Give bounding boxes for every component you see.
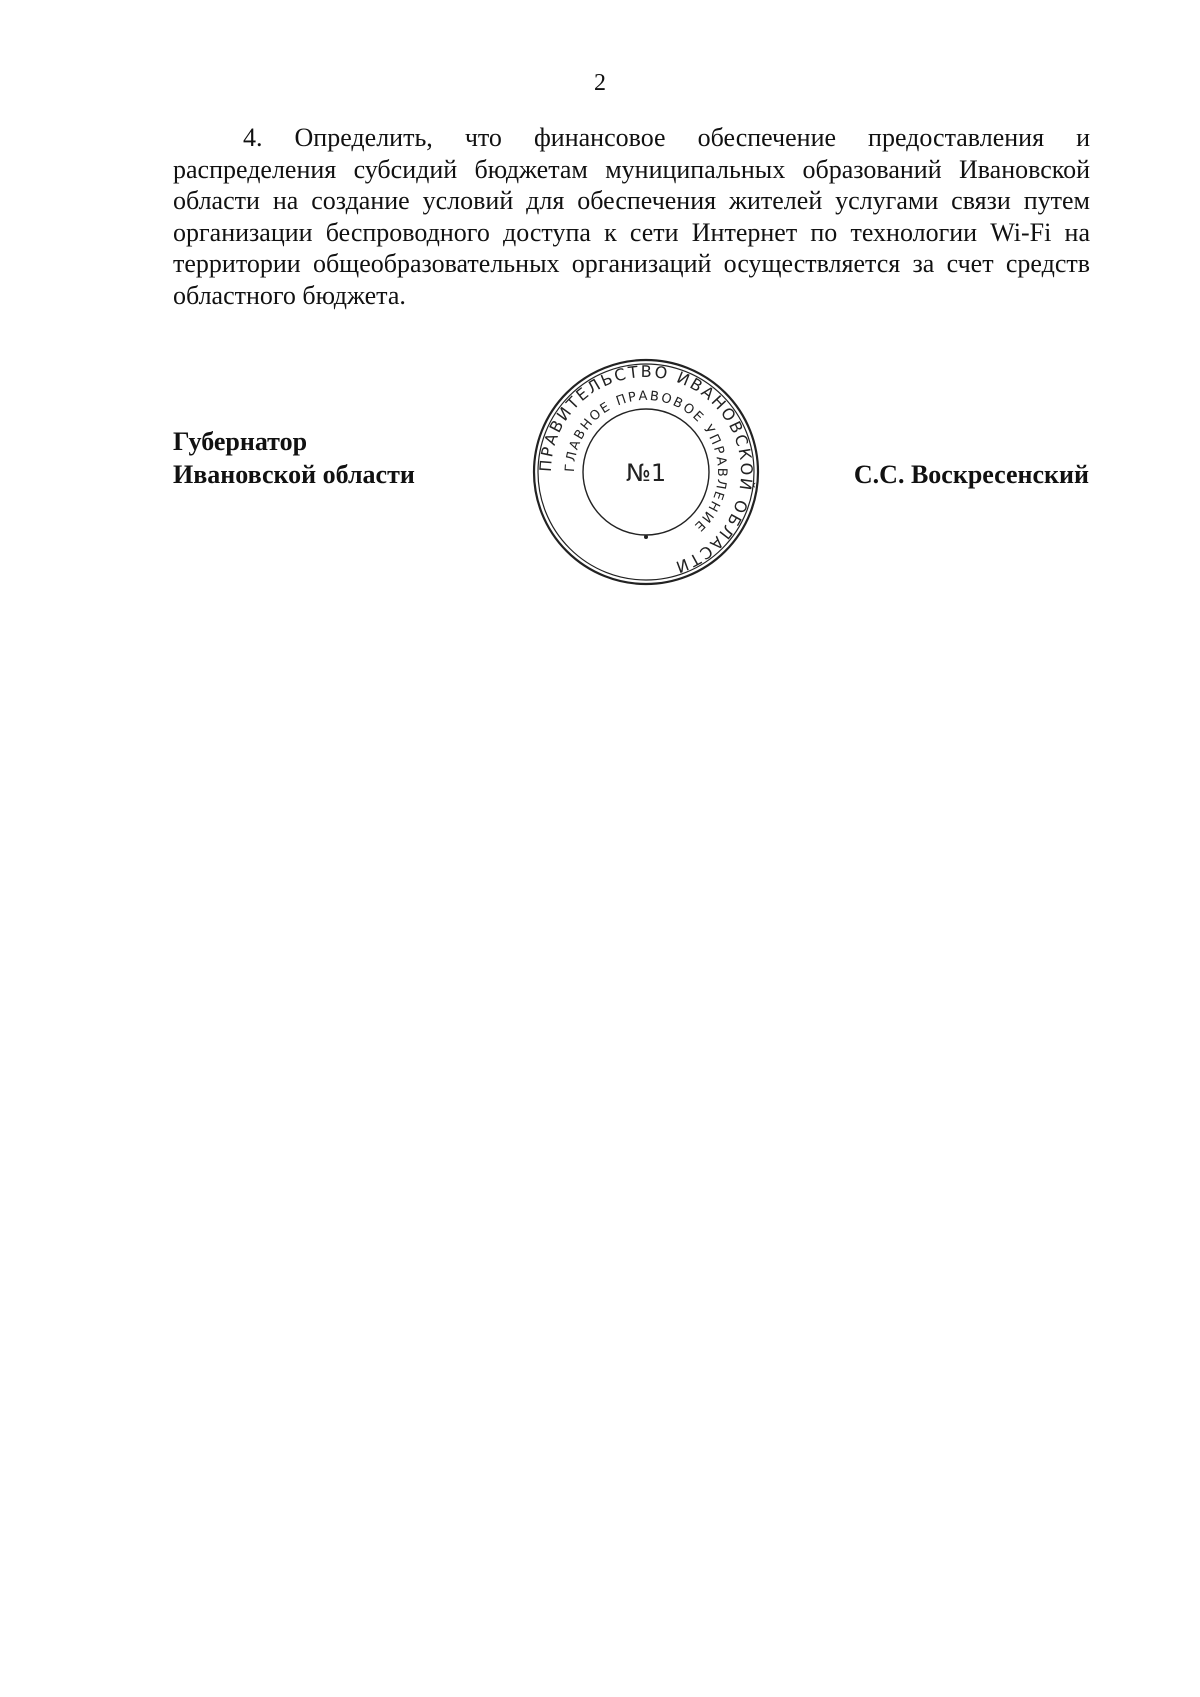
- seal-inner-ring-text: ГЛАВНОЕ ПРАВОВОЕ УПРАВЛЕНИЕ: [562, 388, 730, 535]
- signatory-name: С.С. Воскресенский: [853, 460, 1089, 489]
- page-number: 2: [594, 70, 606, 96]
- signatory-title-line2: Ивановской области: [173, 460, 415, 489]
- paragraph-4: 4. Определить, что финансовое обеспечение предоставления и распределения субсидий бюджетам муниципальных образований Ивановской области на создание условий для обеспечения жителей услугами связи путем организации беспроводного доступа к сети Интернет по технологии Wi-Fi на территории общеобразовательных организаций осуществляется за счет средств областного бюджета.: [173, 123, 1090, 310]
- seal-outer-ring-text: ПРАВИТЕЛЬСТВО ИВАНОВСКОЙ ОБЛАСТИ: [535, 361, 757, 578]
- signatory-title-line1: Губернатор: [173, 427, 308, 456]
- seal-stamp-icon: [531, 357, 761, 587]
- official-seal: [531, 357, 761, 587]
- signatory-title: [173, 425, 415, 491]
- seal-center-text: №1: [625, 459, 667, 487]
